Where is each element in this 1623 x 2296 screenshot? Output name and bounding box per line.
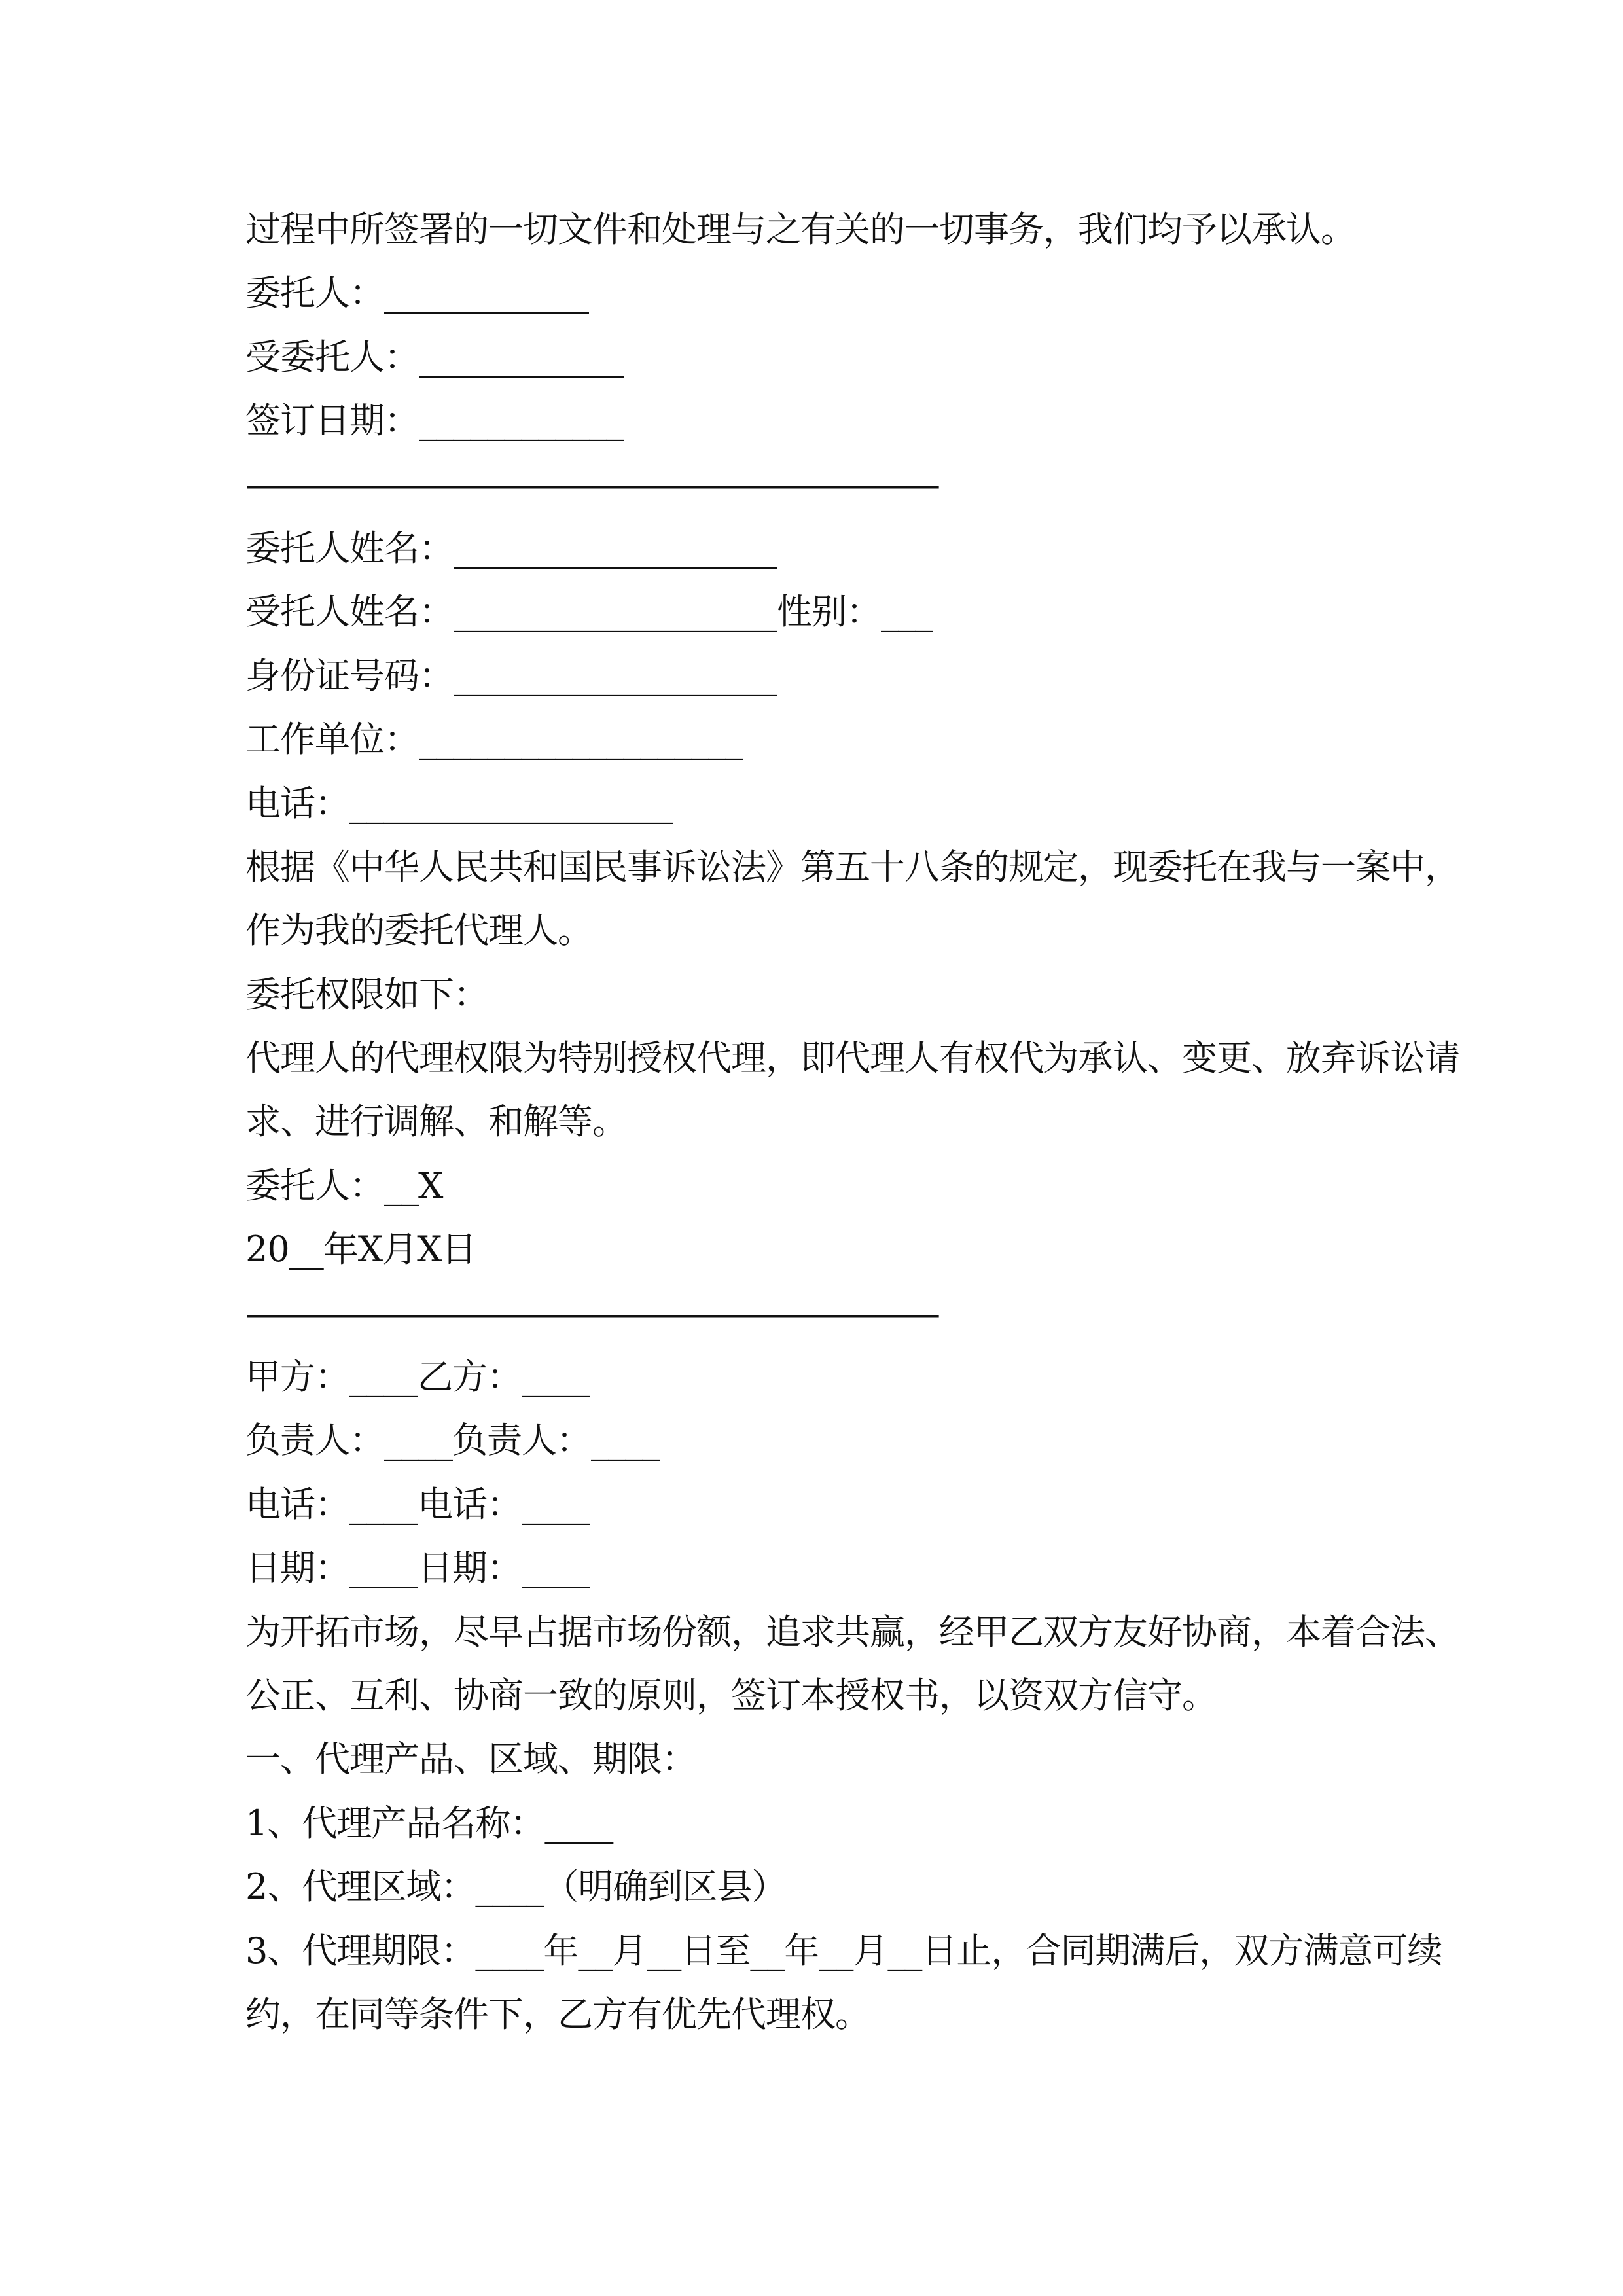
list-item: 3、代理期限：____年__月__日至__年__月__日止，合同期满后，双方满意可续 (245, 1929, 1442, 1971)
paragraph-line: 求、进行调解、和解等。 (245, 1101, 627, 1143)
section-heading: 委托权限如下： (245, 973, 488, 1015)
date-line: 20__年X月X日 (245, 1229, 476, 1270)
paragraph-line: 作为我的委托代理人。 (245, 910, 592, 952)
list-item: 2、代理区域：____（明确到区县） (245, 1866, 787, 1908)
work-unit-field: 工作单位：___________________ (245, 719, 742, 761)
agent-name-gender-field: 受托人姓名：___________________性别：___ (245, 591, 932, 633)
id-number-field: 身份证号码：___________________ (245, 655, 777, 696)
signature-field-principal: 委托人：____________ (245, 272, 588, 314)
list-item-continuation: 约，在同等条件下，乙方有优先代理权。 (245, 1993, 870, 2035)
signing-date-field: 签订日期：____________ (245, 400, 623, 442)
section-divider: —————————————————————— (245, 1292, 936, 1334)
paragraph-line: 公正、互利、协商一致的原则，签订本授权书，以资双方信守。 (245, 1674, 1217, 1716)
responsible-person-fields: 负责人：____负责人：____ (245, 1420, 659, 1462)
section-heading: 一、代理产品、区域、期限： (245, 1738, 696, 1780)
phone-field: 电话：___________________ (245, 782, 673, 824)
principal-signature: 委托人：__X (245, 1164, 443, 1206)
text-line: 过程中所签署的一切文件和处理与之有关的一切事务，我们均予以承认。 (245, 209, 1355, 250)
date-fields: 日期：____日期：____ (245, 1547, 590, 1589)
paragraph-line: 根据《中华人民共和国民事诉讼法》第五十八条的规定，现委托在我与一案中， (245, 846, 1459, 888)
document-page (245, 198, 1459, 2046)
signature-field-agent: 受委托人：____________ (245, 336, 623, 378)
list-item: 1、代理产品名称：____ (245, 1802, 613, 1844)
paragraph-line: 代理人的代理权限为特别授权代理，即代理人有权代为承认、变更、放弃诉讼请 (245, 1037, 1459, 1079)
phone-fields: 电话：____电话：____ (245, 1483, 590, 1525)
party-fields: 甲方：____乙方：____ (245, 1356, 590, 1398)
section-divider: —————————————————————— (245, 463, 936, 505)
paragraph-line: 为开拓市场，尽早占据市场份额，追求共赢，经甲乙双方友好协商，本着合法、 (245, 1611, 1459, 1653)
principal-name-field: 委托人姓名：___________________ (245, 527, 777, 569)
